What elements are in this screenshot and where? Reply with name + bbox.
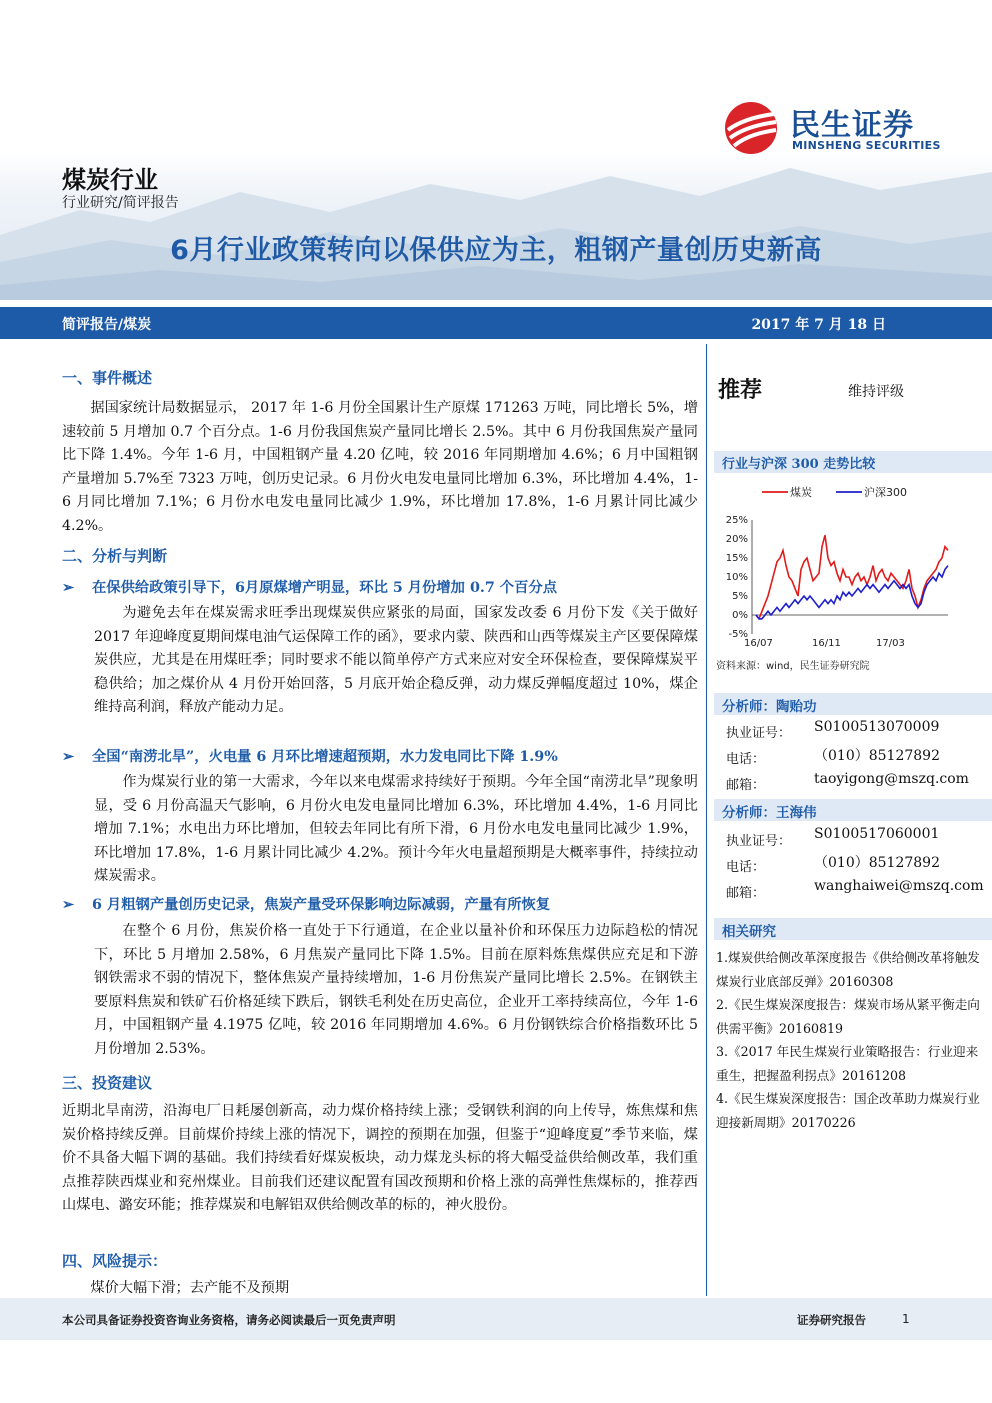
section-3-title: 三、投资建议 [62,1074,153,1092]
logo-chinese: 民生证券 [790,108,914,143]
analyst-2-tel: （010）85127892 [814,855,940,871]
analyst-1-email[interactable]: taoyigong@mszq.com [814,771,969,787]
analyst-1-cert: S0100513070009 [814,719,940,735]
chart-title: 行业与沪深 300 走势比较 [722,457,876,472]
analyst-2-tel-label: 电话： [726,860,766,875]
chart-legend [762,485,907,499]
bullet-3-text: 在整个 6 月份，焦炭价格一直处于下行通道，在企业以量补价和环保压力边际趋松的情况下，环比 5 月增加 2.58%，6 月焦炭产量同比下降 1.5%。目前在原料炼焦煤供应充足和下游钢铁需求不弱的情况下，整体焦炭产量持续增加，1-6 月份焦炭产量同比增长 2.5%。在钢铁主要原料焦炭和铁矿石价格延续下跌后，钢铁毛利处在历史高位，企业开工率持续高位，今年 1-6 月，中国粗钢产量 4.1975 亿吨，较 2016 年同期增加 4.6%。6 月份钢铁综合价格指数环比 5 月份增加 2.53%。 [94,923,698,1057]
y-tick-label: 15% [725,553,748,564]
y-tick-label: -5% [728,629,748,640]
bullet-1-title [62,577,557,597]
related-item[interactable]: 3.《2017 年民生煤炭行业策略报告：行业迎来重生，把握盈利拐点》20161208 [716,1044,979,1083]
legend-label: 沪深300 [864,486,907,499]
y-tick-label: 20% [725,534,748,545]
section-2-title: 二、分析与判断 [62,547,168,565]
footer-report-type: 证券研究报告 [797,1313,866,1327]
analyst-2-email-label: 邮箱： [726,886,766,901]
band-category: 简评报告/煤炭 [62,317,152,333]
bullet-2-title-text: 全国“南涝北旱”，火电量 6 月环比增速超预期，水力发电同比下降 1.9% [92,749,558,765]
section-3-text: 近期北旱南涝，沿海电厂日耗屡创新高，动力煤价格持续上涨；受钢铁利润的向上传导，炼焦煤和焦炭价格持续反弹。目前煤价持续上涨的情况下，调控的预期在加强，但鉴于“迎峰度夏”季节来临，煤价不具备大幅下调的基础。我们持续看好煤炭板块，动力煤龙头标的将大幅受益供给侧改革，我们重点推荐陕西煤业和兖州煤业。目前我们还建议配置有国改预期和价格上涨的高弹性焦煤标的，推荐西山煤电、潞安环能；推荐煤炭和电解铝双供给侧改革的标的，神火股份。 [62,1103,698,1214]
analyst-1-bar [714,693,992,715]
related-item[interactable]: 4.《民生煤炭深度报告：国企改革助力煤炭行业迎接新周期》20170226 [716,1091,980,1130]
y-tick-label: 10% [725,572,748,583]
chart-series [756,535,948,619]
chart-title-bar [714,451,992,473]
related-research-title: 相关研究 [722,924,776,940]
chart-source: 资料来源：wind，民生证券研究院 [716,661,870,672]
series-line-hs300 [756,566,948,619]
page-number: 1 [902,1312,910,1326]
y-tick-label: 0% [732,610,748,621]
x-tick-label: 16/11 [812,638,841,649]
logo-english: MINSHENG SECURITIES [792,139,941,152]
related-research-list [716,946,980,1134]
related-item[interactable]: 1.煤炭供给侧改革深度报告《供给侧改革将触发煤炭行业底部反弹》20160308 [716,950,980,989]
bullet-2-text: 作为煤炭行业的第一大需求，今年以来电煤需求持续好于预期。今年全国“南涝北旱”现象明显，受 6 月份高温天气影响，6 月份火电发电量同比增加 6.3%，环比增加 4.4%，1-6 月同比增加 7.1%；水电出力环比增加，但较去年同比有所下滑，6 月份水电发电量同比减少 1.9%，环比增加 17.8%，1-6 月累计同比减少 4.2%。预计今年火电量超预期是大概率事件，持续拉动煤炭需求。 [94,774,698,885]
header-band [0,307,992,339]
x-tick-label: 16/07 [744,638,773,649]
chart-axes [726,515,948,649]
bullet-3-title [62,894,550,914]
arrow-bullet-icon: ➢ [62,580,74,596]
analyst-2-name: 分析师：王海伟 [722,805,817,821]
analyst-1-cert-label: 执业证号： [726,726,792,741]
section-1-text: 据国家统计局数据显示， 2017 年 1-6 月份全国累计生产原煤 171263 万吨，同比增长 5%，增速较前 5 月增加 0.7 个百分点。1-6 月份我国焦炭产量同比增长 2.5%。其中 6 月份我国焦炭产量同比下降 1.4%。今年 1-6 月，中国粗钢产量 4.20 亿吨，较 2016 年同期增加 4.6%；6 月中国粗钢产量增加 5.7%至 7323 万吨，创历史记录。6 月份火电发电量同比增加 6.3%，环比增加 4.4%，1-6 月同比增加 7.1%；6 月份水电发电量同比减少 1.9%，环比增加 17.8%，1-6 月累计同比减少 4.2%。 [62,400,698,534]
rating-note: 维持评级 [848,384,904,400]
legend-label: 煤炭 [790,486,812,499]
industry-name: 煤炭行业 [62,166,158,194]
analyst-2-bar [714,799,992,821]
page-footer [0,1298,992,1340]
x-tick-label: 17/03 [876,638,905,649]
y-tick-label: 5% [732,591,748,602]
report-title: 6月行业政策转向以保供应为主，粗钢产量创历史新高 [170,235,822,266]
analyst-1-tel: （010）85127892 [814,748,940,764]
bullet-2-title [62,746,558,766]
arrow-bullet-icon: ➢ [62,749,74,765]
analyst-1-tel-label: 电话： [726,752,766,767]
rating: 推荐 [718,378,763,403]
analyst-1-email-label: 邮箱： [726,778,766,793]
minsheng-logo-icon [722,100,782,156]
column-divider [706,344,707,1296]
footer-disclaimer: 本公司具备证券投资咨询业务资格，请务必阅读最后一页免责声明 [62,1313,396,1327]
section-4-title: 四、风险提示： [62,1252,168,1270]
section-1-title: 一、事件概述 [62,369,153,387]
related-research-bar [714,918,992,940]
section-4-text: 煤价大幅下滑；去产能不及预期 [90,1280,290,1296]
bullet-1-text: 为避免去年在煤炭需求旺季出现煤炭供应紧张的局面，国家发改委 6 月份下发《关于做好 2017 年迎峰度夏期间煤电油气运保障工作的函》，要求内蒙、陕西和山西等煤炭主产区要保障煤炭供应，尤其是在用煤旺季；同时要求不能以简单停产方式来应对安全环保检查，要保障煤炭平稳供给；加之煤价从 4 月份开始回落，5 月底开始企稳反弹，动力煤反弹幅度超过 10%，煤企维持高利润，释放产能动力足。 [94,605,698,716]
y-tick-label: 25% [725,515,748,526]
analyst-2-cert-label: 执业证号： [726,834,792,849]
report-type: 行业研究/简评报告 [62,195,179,211]
analyst-2-cert: S0100517060001 [814,826,940,842]
related-item[interactable]: 2.《民生煤炭深度报告：煤炭市场从紧平衡走向供需平衡》20160819 [716,997,980,1036]
trend-chart [712,478,982,653]
analyst-1-name: 分析师：陶贻功 [722,699,817,715]
bullet-1-title-text: 在保供给政策引导下，6月原煤增产明显，环比 5 月份增加 0.7 个百分点 [92,580,557,596]
report-header [0,0,992,300]
arrow-bullet-icon: ➢ [62,897,74,913]
band-date: 2017 年 7 月 18 日 [751,317,886,333]
bullet-3-title-text: 6 月粗钢产量创历史记录，焦炭产量受环保影响边际减弱，产量有所恢复 [92,897,551,913]
analyst-2-email[interactable]: wanghaiwei@mszq.com [814,878,984,894]
